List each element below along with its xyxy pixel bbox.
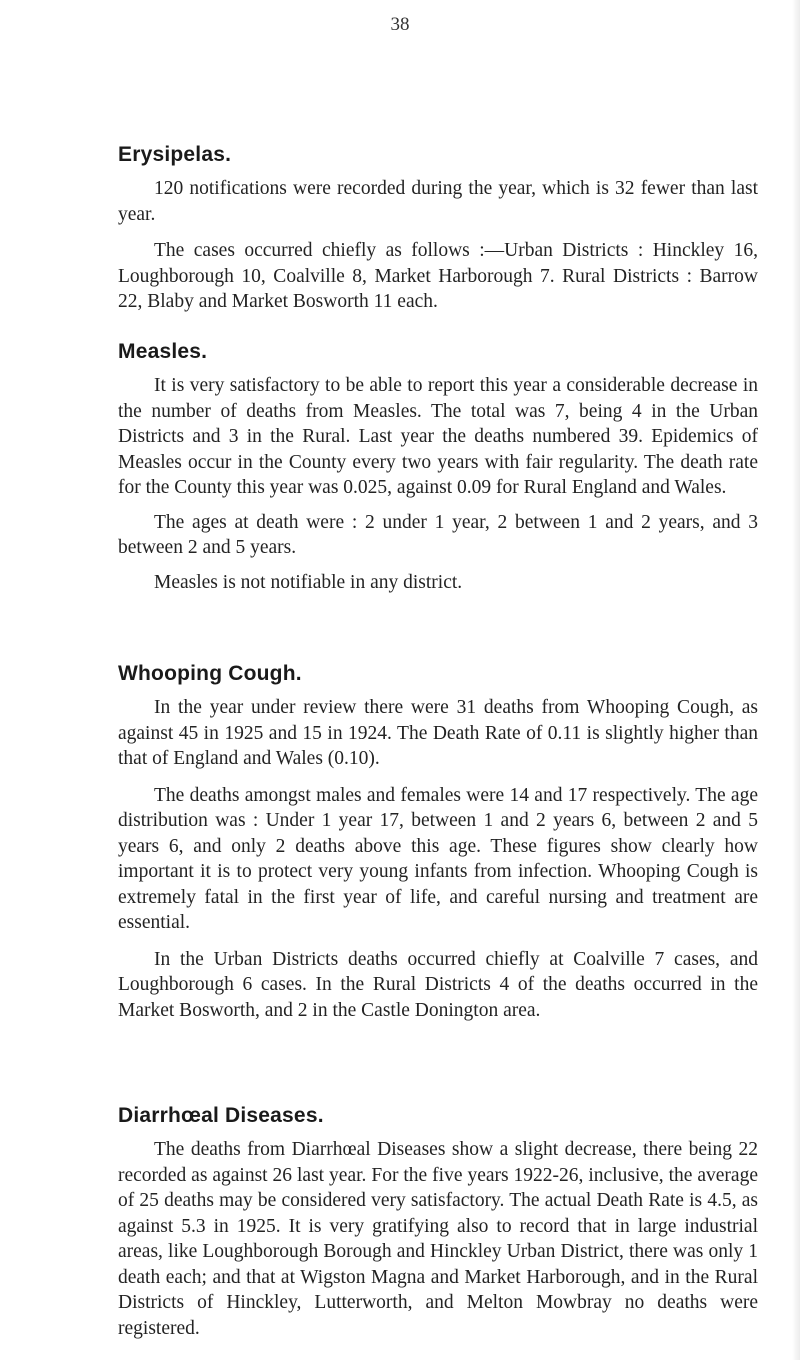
paragraph: It is very satisfactory to be able to report this year a considerable decrease in the number of deaths from Measles. The total was 7, being 4 in the Urban Districts and 3 in the Rural. Last year the deaths numbered 39. Epidemics of Measles occur in the County every two years with fair regularity. The death rate for the County this year was 0.025, against 0.09 for Rural England and Wales. (118, 375, 758, 498)
page-edge-shadow (792, 0, 800, 1360)
section-heading: Whooping Cough. (118, 662, 302, 685)
section-whooping-cough (118, 661, 758, 1023)
paragraph: The cases occurred chiefly as follows :—Urban Districts : Hinckley 16, Loughborough 10, Coalville 8, Market Harborough 7. Rural Districts : Barrow 22, Blaby and Market Bosworth 11 each. (118, 240, 758, 312)
paragraph: The ages at death were : 2 under 1 year, 2 between 1 and 2 years, and 3 between 2 and 5 years. (118, 511, 758, 558)
paragraph: The deaths from Diarrhœal Diseases show a slight decrease, there being 22 recorded as against 26 last year. For the five years 1922-26, inclusive, the average of 25 deaths may be considered very satisfactory. The actual Death Rate is 4.5, as against 5.3 in 1925. It is very gratifying also to record that in large industrial areas, like Loughborough Borough and Hinckley Urban District, there was only 1 death each; and that at Wigston Magna and Market Harborough, and in the Rural Districts of Hinckley, Lutterworth, and Melton Mowbray no deaths were registered. (118, 1139, 758, 1339)
paragraph: 120 notifications were recorded during the year, which is 32 fewer than last year. (118, 178, 758, 225)
section-heading: Measles. (118, 340, 208, 363)
paragraph: In the Urban Districts deaths occurred chiefly at Coalville 7 cases, and Loughborough 6 cases. In the Rural Districts 4 of the deaths occurred in the Market Bosworth, and 2 in the Castle Donington area. (118, 948, 758, 1021)
section-diarrhoeal-diseases (118, 1103, 758, 1341)
page-number: 38 (390, 14, 410, 35)
section-heading: Diarrhœal Diseases. (118, 1104, 324, 1127)
paragraph: The deaths amongst males and females were 14 and 17 respectively. The age distribution was : Under 1 year 17, between 1 and 2 years 6, between 2 and 5 years 6, and only 2 deaths above this age. These figures show clearly how important it is to protect very young infants from infection. Whooping Cough is extremely fatal in the first year of life, and careful nursing and treatment are essential. (118, 784, 758, 933)
paragraph: Measles is not notifiable in any district. (154, 571, 463, 593)
section-measles (118, 339, 758, 595)
section-erysipelas (118, 142, 758, 315)
paragraph: In the year under review there were 31 deaths from Whooping Cough, as against 45 in 1925 and 15 in 1924. The Death Rate of 0.11 is slightly higher than that of England and Wales (0.10). (118, 697, 758, 769)
section-heading: Erysipelas. (118, 143, 232, 166)
